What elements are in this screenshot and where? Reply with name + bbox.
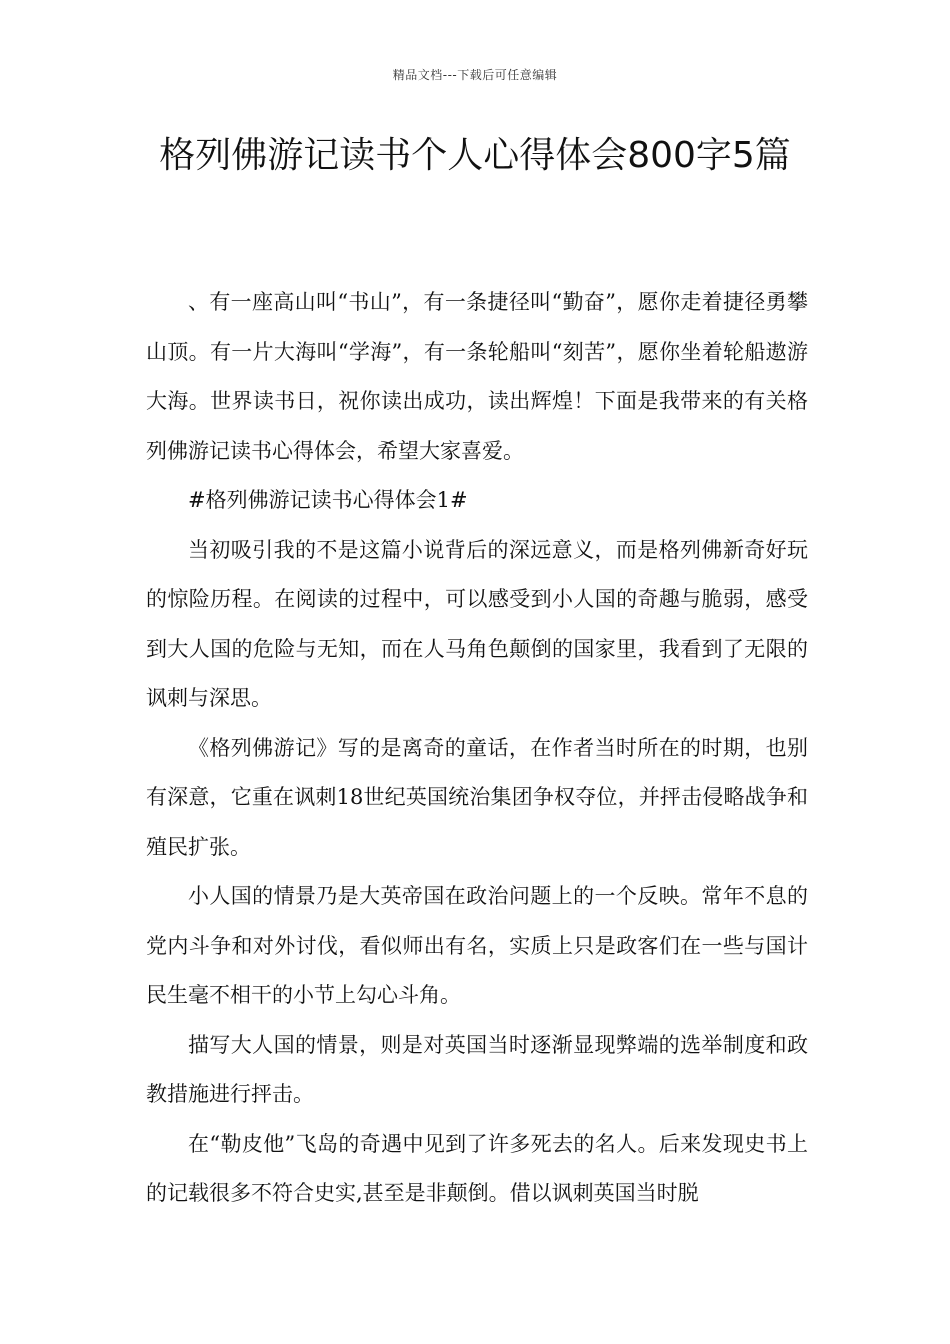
page-header-note: 精品文档---下载后可任意编辑 <box>392 68 558 82</box>
paragraph: 《格列佛游记》写的是离奇的童话，在作者当时所在的时期，也别有深意，它重在讽刺18世纪英国统治集团争权夺位，并抨击侵略战争和殖民扩张。 <box>146 735 808 859</box>
paragraph: 在“勒皮他”飞岛的奇遇中见到了许多死去的名人。后来发现史书上的记载很多不符合史实,甚至是非颠倒。借以讽刺英国当时脱 <box>146 1131 808 1205</box>
paragraph: 小人国的情景乃是大英帝国在政治问题上的一个反映。常年不息的党内斗争和对外讨伐，看似师出有名，实质上只是政客们在一些与国计民生毫不相干的小节上勾心斗角。 <box>146 884 808 1007</box>
section-heading: #格列佛游记读书心得体会1# <box>188 488 468 512</box>
paragraph: 描写大人国的情景，则是对英国当时逐渐显现弊端的选举制度和政教措施进行抨击。 <box>146 1032 808 1106</box>
document-body <box>146 278 808 1219</box>
paragraph: 当初吸引我的不是这篇小说背后的深远意义，而是格列佛新奇好玩的惊险历程。在阅读的过程中，可以感受到小人国的奇趣与脆弱，感受到大人国的危险与无知，而在人马角色颠倒的国家里，我看到了无限的讽刺与深思。 <box>146 537 808 710</box>
document-title: 格列佛游记读书个人心得体会800字5篇 <box>159 135 791 176</box>
paragraph-intro: 、有一座高山叫“书山”，有一条捷径叫“勤奋”，愿你走着捷径勇攀山顶。有一片大海叫“学海”，有一条轮船叫“刻苦”，愿你坐着轮船遨游大海。世界读书日，祝你读出成功，读出辉煌！下面是我带来的有关格列佛游记读书心得体会，希望大家喜爱。 <box>146 290 808 463</box>
